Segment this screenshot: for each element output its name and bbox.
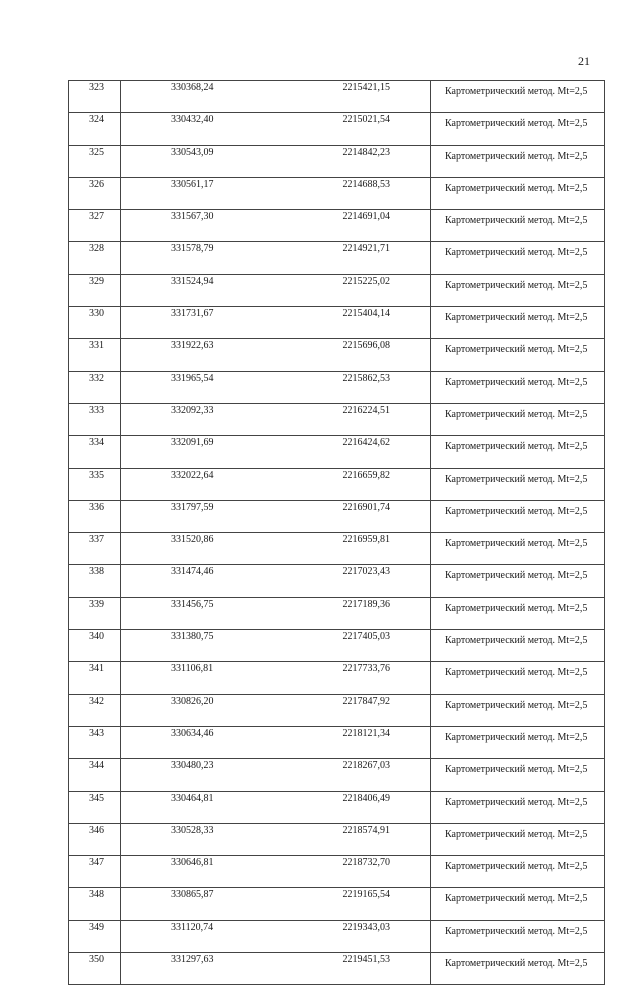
y-coordinate-cell: 2214691,04 <box>281 210 431 242</box>
x-coordinate-cell: 331474,46 <box>121 565 281 597</box>
table-row <box>69 533 605 565</box>
method-cell: Картометрический метод. Mt=2,5 <box>431 145 605 177</box>
table-row <box>69 791 605 823</box>
point-number-cell: 332 <box>69 371 121 403</box>
table-row <box>69 145 605 177</box>
table-row <box>69 274 605 306</box>
method-cell: Картометрический метод. Mt=2,5 <box>431 565 605 597</box>
table-row <box>69 597 605 629</box>
table-row <box>69 436 605 468</box>
y-coordinate-cell: 2217733,76 <box>281 662 431 694</box>
table-row <box>69 920 605 952</box>
point-number-cell: 323 <box>69 81 121 113</box>
x-coordinate-cell: 330480,23 <box>121 759 281 791</box>
y-coordinate-cell: 2214921,71 <box>281 242 431 274</box>
x-coordinate-cell: 330464,81 <box>121 791 281 823</box>
method-cell: Картометрический метод. Mt=2,5 <box>431 630 605 662</box>
x-coordinate-cell: 330865,87 <box>121 888 281 920</box>
x-coordinate-cell: 331922,63 <box>121 339 281 371</box>
x-coordinate-cell: 331456,75 <box>121 597 281 629</box>
method-cell: Картометрический метод. Mt=2,5 <box>431 856 605 888</box>
method-cell: Картометрический метод. Mt=2,5 <box>431 242 605 274</box>
y-coordinate-cell: 2216224,51 <box>281 403 431 435</box>
table-row <box>69 468 605 500</box>
x-coordinate-cell: 332091,69 <box>121 436 281 468</box>
table-row <box>69 500 605 532</box>
page-number: 21 <box>578 54 590 68</box>
point-number-cell: 328 <box>69 242 121 274</box>
y-coordinate-cell: 2219165,54 <box>281 888 431 920</box>
table-row <box>69 823 605 855</box>
method-cell: Картометрический метод. Mt=2,5 <box>431 533 605 565</box>
point-number-cell: 326 <box>69 177 121 209</box>
x-coordinate-cell: 331106,81 <box>121 662 281 694</box>
y-coordinate-cell: 2215021,54 <box>281 113 431 145</box>
y-coordinate-cell: 2215404,14 <box>281 307 431 339</box>
method-cell: Картометрический метод. Mt=2,5 <box>431 436 605 468</box>
x-coordinate-cell: 330634,46 <box>121 726 281 758</box>
table-row <box>69 307 605 339</box>
y-coordinate-cell: 2217189,36 <box>281 597 431 629</box>
x-coordinate-cell: 331520,86 <box>121 533 281 565</box>
y-coordinate-cell: 2219343,03 <box>281 920 431 952</box>
y-coordinate-cell: 2215862,53 <box>281 371 431 403</box>
y-coordinate-cell: 2216901,74 <box>281 500 431 532</box>
method-cell: Картометрический метод. Mt=2,5 <box>431 953 605 985</box>
table-row <box>69 403 605 435</box>
point-number-cell: 337 <box>69 533 121 565</box>
method-cell: Картометрический метод. Mt=2,5 <box>431 726 605 758</box>
x-coordinate-cell: 330543,09 <box>121 145 281 177</box>
table-row <box>69 565 605 597</box>
method-cell: Картометрический метод. Mt=2,5 <box>431 694 605 726</box>
point-number-cell: 342 <box>69 694 121 726</box>
table-row <box>69 371 605 403</box>
point-number-cell: 347 <box>69 856 121 888</box>
x-coordinate-cell: 331965,54 <box>121 371 281 403</box>
table-row <box>69 888 605 920</box>
point-number-cell: 344 <box>69 759 121 791</box>
method-cell: Картометрический метод. Mt=2,5 <box>431 274 605 306</box>
point-number-cell: 345 <box>69 791 121 823</box>
point-number-cell: 325 <box>69 145 121 177</box>
point-number-cell: 339 <box>69 597 121 629</box>
method-cell: Картометрический метод. Mt=2,5 <box>431 597 605 629</box>
table-row <box>69 339 605 371</box>
method-cell: Картометрический метод. Mt=2,5 <box>431 339 605 371</box>
table-row <box>69 662 605 694</box>
coordinates-table <box>68 80 605 985</box>
y-coordinate-cell: 2215225,02 <box>281 274 431 306</box>
table-row <box>69 630 605 662</box>
method-cell: Картометрический метод. Mt=2,5 <box>431 823 605 855</box>
y-coordinate-cell: 2216959,81 <box>281 533 431 565</box>
x-coordinate-cell: 331731,67 <box>121 307 281 339</box>
x-coordinate-cell: 331380,75 <box>121 630 281 662</box>
x-coordinate-cell: 331797,59 <box>121 500 281 532</box>
y-coordinate-cell: 2216659,82 <box>281 468 431 500</box>
table-row <box>69 210 605 242</box>
method-cell: Картометрический метод. Mt=2,5 <box>431 81 605 113</box>
method-cell: Картометрический метод. Mt=2,5 <box>431 468 605 500</box>
point-number-cell: 334 <box>69 436 121 468</box>
y-coordinate-cell: 2217023,43 <box>281 565 431 597</box>
method-cell: Картометрический метод. Mt=2,5 <box>431 403 605 435</box>
y-coordinate-cell: 2217405,03 <box>281 630 431 662</box>
method-cell: Картометрический метод. Mt=2,5 <box>431 307 605 339</box>
x-coordinate-cell: 331567,30 <box>121 210 281 242</box>
point-number-cell: 350 <box>69 953 121 985</box>
y-coordinate-cell: 2218732,70 <box>281 856 431 888</box>
point-number-cell: 348 <box>69 888 121 920</box>
x-coordinate-cell: 330646,81 <box>121 856 281 888</box>
x-coordinate-cell: 330432,40 <box>121 113 281 145</box>
x-coordinate-cell: 330561,17 <box>121 177 281 209</box>
point-number-cell: 343 <box>69 726 121 758</box>
y-coordinate-cell: 2219451,53 <box>281 953 431 985</box>
method-cell: Картометрический метод. Mt=2,5 <box>431 371 605 403</box>
point-number-cell: 335 <box>69 468 121 500</box>
table-row <box>69 113 605 145</box>
table-row <box>69 81 605 113</box>
point-number-cell: 336 <box>69 500 121 532</box>
table-row <box>69 694 605 726</box>
y-coordinate-cell: 2218267,03 <box>281 759 431 791</box>
table-row <box>69 856 605 888</box>
y-coordinate-cell: 2218406,49 <box>281 791 431 823</box>
x-coordinate-cell: 331524,94 <box>121 274 281 306</box>
point-number-cell: 329 <box>69 274 121 306</box>
method-cell: Картометрический метод. Mt=2,5 <box>431 177 605 209</box>
table-row <box>69 242 605 274</box>
y-coordinate-cell: 2218121,34 <box>281 726 431 758</box>
point-number-cell: 349 <box>69 920 121 952</box>
y-coordinate-cell: 2214842,23 <box>281 145 431 177</box>
point-number-cell: 340 <box>69 630 121 662</box>
x-coordinate-cell: 331297,63 <box>121 953 281 985</box>
point-number-cell: 333 <box>69 403 121 435</box>
method-cell: Картометрический метод. Mt=2,5 <box>431 113 605 145</box>
coordinates-table-body <box>69 81 605 985</box>
y-coordinate-cell: 2217847,92 <box>281 694 431 726</box>
x-coordinate-cell: 330826,20 <box>121 694 281 726</box>
y-coordinate-cell: 2215696,08 <box>281 339 431 371</box>
table-row <box>69 726 605 758</box>
x-coordinate-cell: 332092,33 <box>121 403 281 435</box>
table-row <box>69 759 605 791</box>
method-cell: Картометрический метод. Mt=2,5 <box>431 210 605 242</box>
method-cell: Картометрический метод. Mt=2,5 <box>431 791 605 823</box>
point-number-cell: 330 <box>69 307 121 339</box>
y-coordinate-cell: 2218574,91 <box>281 823 431 855</box>
method-cell: Картометрический метод. Mt=2,5 <box>431 888 605 920</box>
x-coordinate-cell: 330368,24 <box>121 81 281 113</box>
point-number-cell: 327 <box>69 210 121 242</box>
point-number-cell: 338 <box>69 565 121 597</box>
method-cell: Картометрический метод. Mt=2,5 <box>431 662 605 694</box>
y-coordinate-cell: 2216424,62 <box>281 436 431 468</box>
y-coordinate-cell: 2214688,53 <box>281 177 431 209</box>
x-coordinate-cell: 330528,33 <box>121 823 281 855</box>
point-number-cell: 331 <box>69 339 121 371</box>
method-cell: Картометрический метод. Mt=2,5 <box>431 920 605 952</box>
x-coordinate-cell: 331120,74 <box>121 920 281 952</box>
table-row <box>69 953 605 985</box>
point-number-cell: 324 <box>69 113 121 145</box>
method-cell: Картометрический метод. Mt=2,5 <box>431 759 605 791</box>
x-coordinate-cell: 331578,79 <box>121 242 281 274</box>
y-coordinate-cell: 2215421,15 <box>281 81 431 113</box>
x-coordinate-cell: 332022,64 <box>121 468 281 500</box>
table-row <box>69 177 605 209</box>
point-number-cell: 341 <box>69 662 121 694</box>
point-number-cell: 346 <box>69 823 121 855</box>
method-cell: Картометрический метод. Mt=2,5 <box>431 500 605 532</box>
